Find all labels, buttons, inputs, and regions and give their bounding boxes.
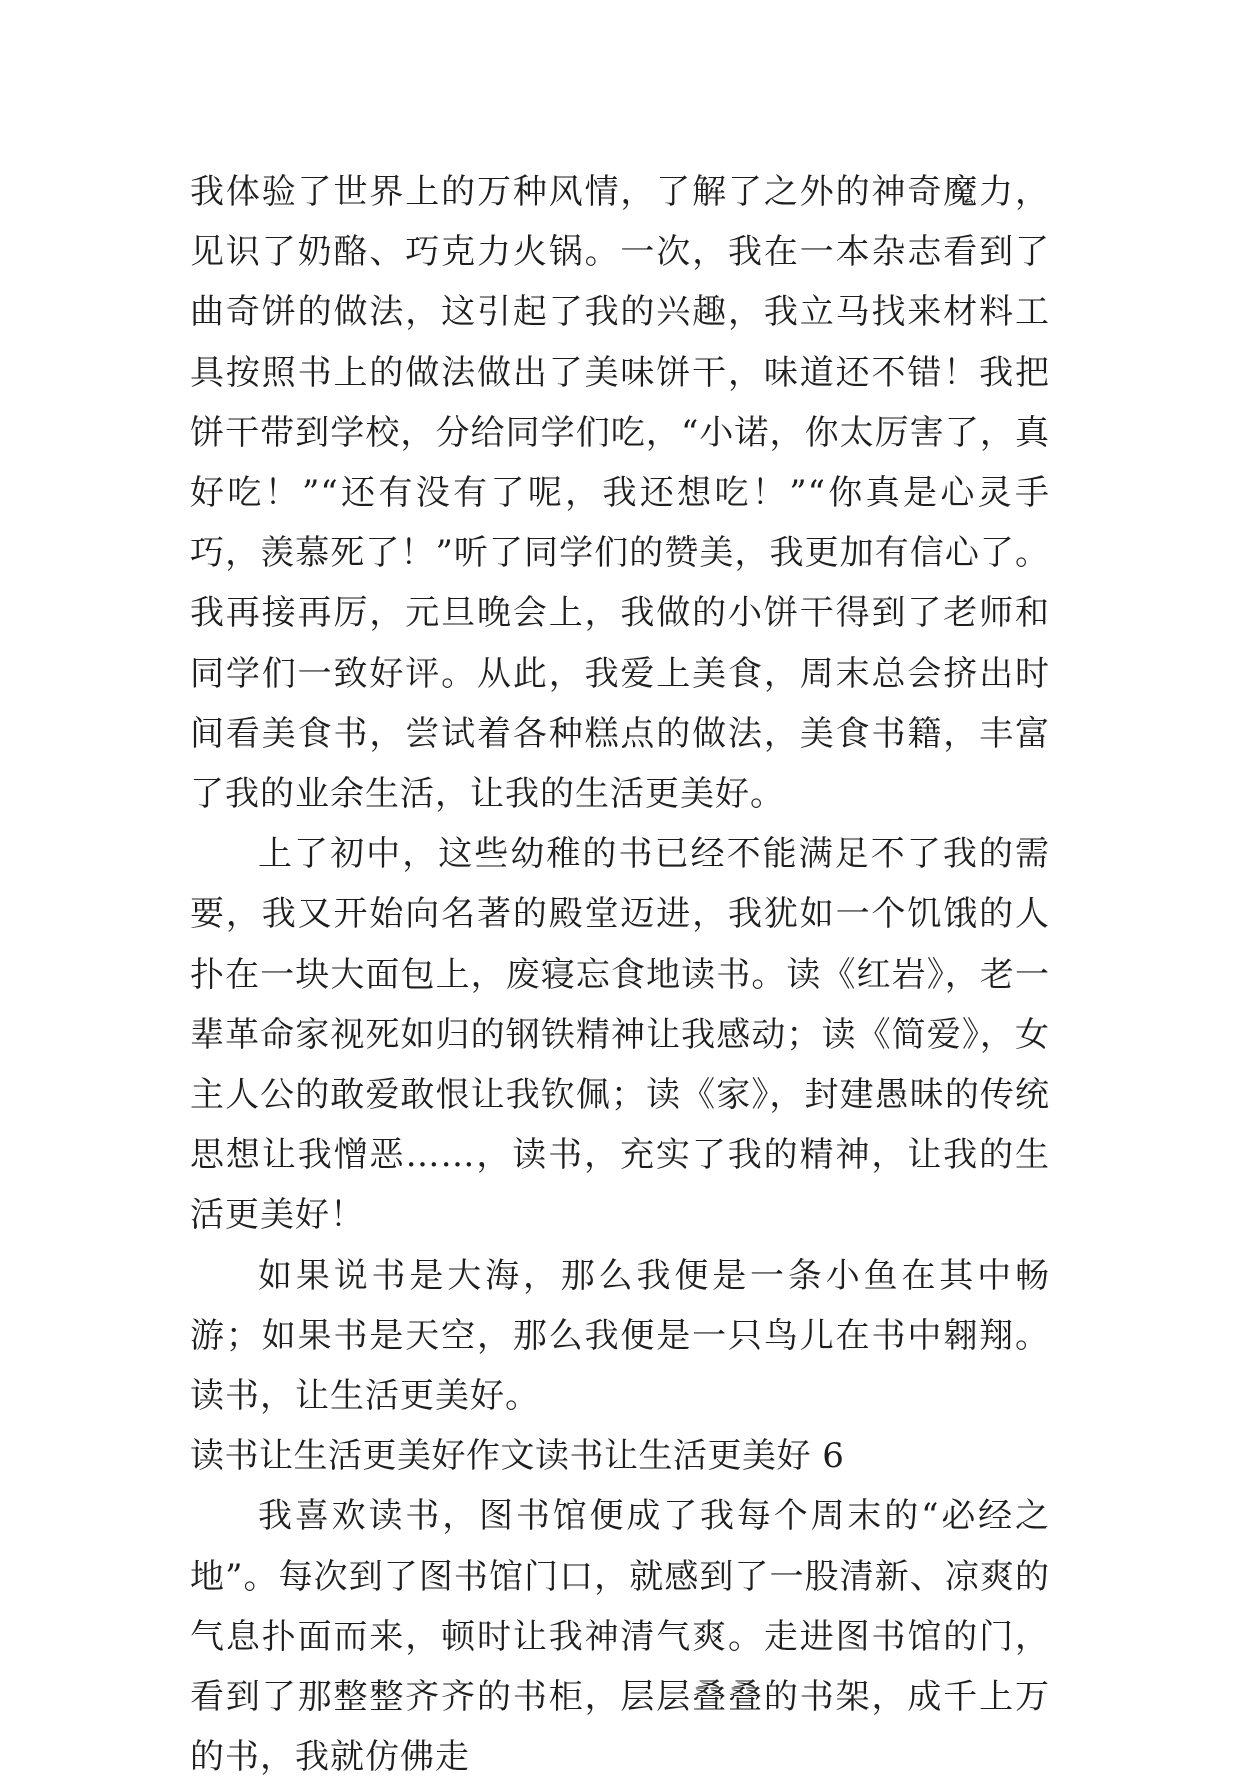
paragraph-food-books: 我体验了世界上的万种风情，了解了之外的神奇魔力，见识了奶酪、巧克力火锅。一次，我在一本杂志看到了曲奇饼的做法，这引起了我的兴趣，我立马找来材料工具按照书上的做法做出了美味饼干，味道还不错！我把饼干带到学校，分给同学们吃，“小诺，你太厉害了，真好吃！”“还有没有了呢，我还想吃！”“你真是心灵手巧，羡慕死了！”听了同学们的赞美，我更加有信心了。我再接再厉，元旦晚会上，我做的小饼干得到了老师和同学们一致好评。从此，我爱上美食，周末总会挤出时间看美食书，尝试着各种糕点的做法，美食书籍，丰富了我的业余生活，让我的生活更美好。 — [190, 172, 1050, 815]
paragraph-classics: 上了初中，这些幼稚的书已经不能满足不了我的需要，我又开始向名著的殿堂迈进，我犹如一个饥饿的人扑在一块大面包上，废寝忘食地读书。读《红岩》，老一辈革命家视死如归的钢铁精神让我感动；读《简爱》，女主人公的敢爱敢恨让我钦佩；读《家》，封建愚昧的传统思想让我憎恶……，读书，充实了我的精神，让我的生活更美好！ — [190, 834, 1050, 1236]
document-body — [190, 162, 1050, 1787]
paragraph-conclusion: 如果说书是大海，那么我便是一条小鱼在其中畅游；如果书是天空，那么我便是一只鸟儿在书中翱翔。读书，让生活更美好。 — [190, 1255, 1050, 1417]
paragraph-library: 我喜欢读书，图书馆便成了我每个周末的“必经之地”。每次到了图书馆门口，就感到了一股清新、凉爽的气息扑面而来，顿时让我神清气爽。走进图书馆的门，看到了那整整齐齐的书柜，层层叠叠的书架，成千上万的书，我就仿佛走 — [190, 1496, 1050, 1778]
essay-heading: 读书让生活更美好作文读书让生活更美好 6 — [190, 1436, 845, 1477]
